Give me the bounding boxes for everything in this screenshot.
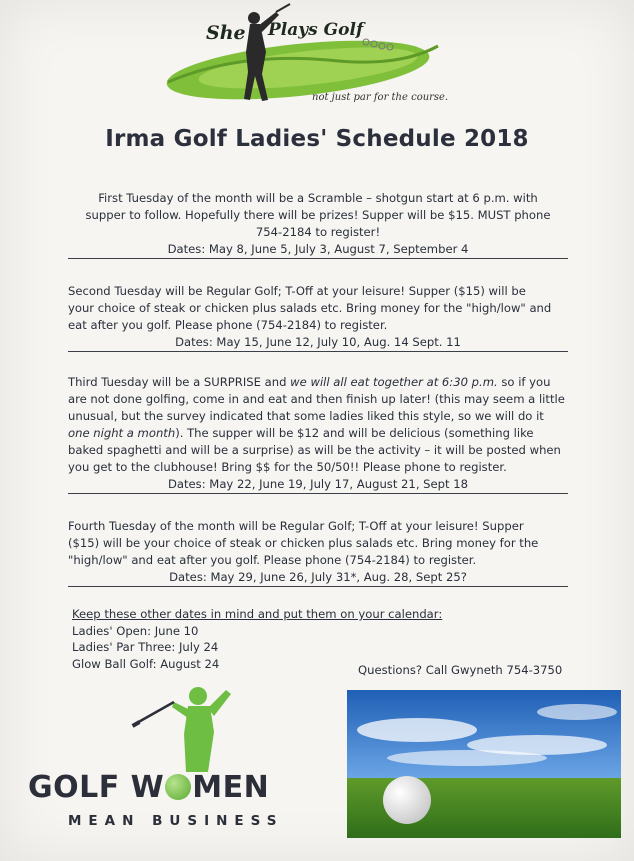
section-line: "high/low" and eat after you golf. Please phone (754-2184) to register. — [68, 553, 477, 567]
second-tuesday-section — [68, 283, 568, 352]
questions-contact: Questions? Call Gwyneth 754-3750 — [358, 663, 563, 677]
section-line: eat after you golf. Please phone (754-2184) to register. — [68, 318, 388, 332]
first-tuesday-dates: Dates: May 8, June 5, July 3, August 7, September 4 — [68, 241, 568, 259]
third-tuesday-section — [68, 374, 568, 494]
first-tuesday-section — [68, 190, 568, 259]
paragraph-italic-text: one night a month — [68, 426, 176, 440]
fourth-tuesday-dates: Dates: May 29, June 26, July 31*, Aug. 28, Sept 25? — [68, 569, 568, 587]
paragraph-text: Third Tuesday will be a SURPRISE and — [68, 375, 291, 389]
golf-ball-o-icon — [165, 774, 191, 800]
page-title: Irma Golf Ladies' Schedule 2018 — [105, 126, 529, 152]
section-line: your choice of steak or chicken plus salads etc. Bring money for the "high/low" and — [68, 301, 552, 315]
golfer-woman-icon — [130, 682, 240, 772]
golf-women-title — [28, 770, 269, 805]
paragraph-italic-text: we will all eat together at 6:30 p.m. — [290, 375, 498, 389]
second-tuesday-dates: Dates: May 15, June 12, July 10, Aug. 14 Sept. 11 — [68, 334, 568, 352]
golf-women-title-part: GOLF W — [28, 770, 165, 805]
golf-ball-photo — [347, 690, 621, 838]
golf-women-subtitle: MEAN BUSINESS — [68, 813, 284, 829]
paragraph-text: ). The supper will be $12 and will be delicious (something like baked spaghetti and will be a surprise) as will be the activity – it will be posted when you get to the clubhouse! Bring $$ for the 50/50!! Please phone to register. — [68, 426, 561, 474]
section-line: First Tuesday of the month will be a Scramble – shotgun start at 6 p.m. with — [98, 191, 538, 205]
third-tuesday-dates: Dates: May 22, June 19, July 17, August 21, Sept 18 — [68, 476, 568, 494]
she-plays-golf-logo — [158, 2, 458, 120]
fourth-tuesday-section — [68, 518, 568, 587]
list-item: Ladies' Open: June 10 — [72, 623, 199, 638]
other-dates-heading: Keep these other dates in mind and put them on your calendar: — [72, 607, 443, 621]
section-line: 754-2184 to register! — [255, 225, 381, 239]
list-item: Ladies' Par Three: July 24 — [72, 640, 219, 654]
section-line: supper to follow. Hopefully there will be prizes! Supper will be $15. MUST phone — [85, 208, 551, 222]
section-line: ($15) will be your choice of steak or chicken plus salads etc. Bring money for the — [68, 536, 539, 550]
logo-tagline: not just par for the course. — [312, 92, 449, 103]
golf-women-title-part: MEN — [192, 770, 270, 805]
paragraph-text: so if you are not done golfing, come in and eat and then finish up later! (this may seem a little unusual, but the survey indicated that some ladies liked this style, so we will do it — [68, 375, 565, 423]
list-item: Glow Ball Golf: August 24 — [72, 656, 220, 671]
section-line: Fourth Tuesday of the month will be Regular Golf; T-Off at your leisure! Supper — [68, 519, 524, 533]
section-line: Second Tuesday will be Regular Golf; T-Off at your leisure! Supper ($15) will be — [68, 284, 526, 298]
third-tuesday-paragraph — [68, 374, 568, 476]
logo-she-text: She — [206, 22, 246, 44]
logo-plays-golf-text: Plays Golf — [268, 20, 364, 40]
